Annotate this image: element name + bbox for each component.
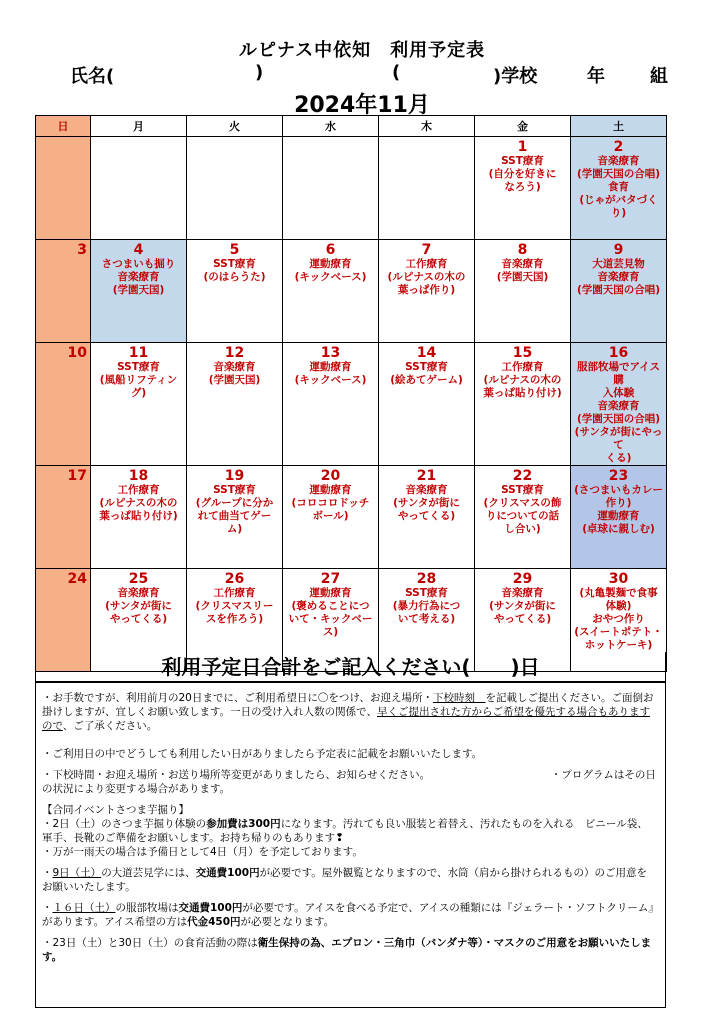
day-cell[interactable] [379, 137, 475, 240]
day-number: 18 [128, 468, 149, 484]
day-cell[interactable] [475, 466, 571, 569]
note-underlined: １６日（土） [52, 902, 116, 914]
day-events: (さつまいもカレー 作り) 運動療育 (卓球に親しむ) [574, 484, 663, 535]
day-number: 11 [128, 345, 149, 361]
note-priority-days: ・ご利用日の中でどうしても利用したい日がありましたら予定表に記載をお願いいたします。 [42, 748, 483, 760]
month-heading: 2024年11月 [294, 93, 430, 118]
day-cell[interactable] [283, 466, 379, 569]
note-text: ・2日（土）のさつま芋掘り体験の [42, 818, 207, 830]
day-number: 28 [416, 571, 437, 587]
day-events: 大道芸見物 音楽療育 (学園天国の合唱) [576, 258, 661, 296]
day-cell[interactable] [91, 466, 187, 569]
day-number: 9 [613, 242, 624, 258]
note-bold: 交通費100円 [178, 902, 243, 914]
day-number: 1 [517, 139, 528, 155]
day-cell[interactable] [91, 343, 187, 466]
day-number: 26 [224, 571, 245, 587]
week-row [36, 240, 667, 343]
day-events: SST療育 (自分を好きに なろう) [488, 155, 557, 193]
day-number: 25 [128, 571, 149, 587]
day-cell[interactable] [283, 343, 379, 466]
note-underlined: 9日（土） [52, 867, 102, 879]
weekday-sun: 日 [36, 116, 91, 137]
note-potato-fee [42, 817, 657, 845]
day-cell[interactable] [379, 343, 475, 466]
note-bold: 代金450円 [187, 916, 241, 928]
day-events: 運動療育 (コロコロドッチ ボール) [291, 484, 370, 522]
day-events: 音楽療育 (サンタが街に やってくる) [105, 587, 172, 625]
day-events: 音楽療育 (学園天国) [496, 258, 549, 283]
name-label: 氏名( [70, 66, 115, 87]
day-cell[interactable] [36, 343, 91, 466]
note-underlined: 下校時刻 [432, 692, 486, 704]
day-number: 14 [416, 345, 437, 361]
day-events: (丸亀製麺で食事 体験) おやつ作り (スイートポテト・ ホットケーキ) [574, 587, 663, 651]
day-cell[interactable] [475, 240, 571, 343]
day-number: 24 [67, 571, 87, 587]
weekday-mon: 月 [91, 116, 187, 137]
day-cell[interactable] [187, 466, 283, 569]
class-label: 組 [650, 66, 668, 87]
note-rain-date: ・万が一雨天の場合は予備日として4日（月）を予定しております。 [42, 846, 363, 858]
day-cell[interactable] [379, 240, 475, 343]
name-close: ) [255, 62, 264, 83]
day-number: 5 [229, 242, 240, 258]
note-bold: 交通費100円 [195, 867, 260, 879]
day-events: 音楽療育 (サンタが街に やってくる) [489, 587, 556, 625]
day-cell[interactable] [571, 240, 667, 343]
day-number: 23 [608, 468, 629, 484]
day-number: 8 [517, 242, 528, 258]
note-text: の服部牧場は [115, 902, 179, 914]
day-number: 19 [224, 468, 245, 484]
day-cell[interactable] [36, 137, 91, 240]
day-events: 運動療育 (褒めることにつ いて・キックベー ス) [288, 587, 373, 638]
note-text: が必要です。屋外観覧となりますので、水筒（肩から掛けられるもの）のご用意をお願いいたします。 [42, 867, 648, 893]
weekday-header-row [36, 116, 667, 137]
page-title: ルピナス中依知 利用予定表 [238, 40, 486, 61]
day-number: 2 [613, 139, 624, 155]
day-number: 4 [133, 242, 144, 258]
note-text: 、ご了承ください。 [62, 720, 158, 732]
day-events: SST療育 (グループに分か れて曲当てゲー ム) [195, 484, 274, 535]
day-events: 音楽療育 (サンタが街に やってくる) [393, 484, 460, 522]
note-ranch: ・１６日（土）の服部牧場は交通費100円が必要です。アイスを食べる予定で、アイスの種類には『ジェラート・ソフトクリーム』があります。アイス希望の方は代金450円が必要となります。 [42, 902, 654, 928]
notes-box [35, 682, 666, 1008]
day-events: 運動療育 (キックベース) [294, 258, 367, 283]
day-events: 音楽療育 (学園天国の合唱) 食育 (じゃがバタづくり) [576, 155, 661, 219]
note-submission [42, 691, 657, 733]
day-cell[interactable] [283, 240, 379, 343]
day-cell[interactable] [187, 137, 283, 240]
calendar-table [35, 115, 667, 672]
day-number: 21 [416, 468, 437, 484]
total-days-prompt[interactable]: 利用予定日合計をご記入ください( )日 [35, 652, 666, 682]
note-text: が必要です。アイスを食べる予定で、アイスの種類には『ジェラート・ソフトクリーム』があります。アイス希望の方は [42, 902, 654, 928]
weekday-wed: 水 [283, 116, 379, 137]
week-row [36, 137, 667, 240]
day-number: 12 [224, 345, 245, 361]
day-events: 工作療育 (クリスマスリー スを作ろう) [195, 587, 274, 625]
day-events: 運動療育 (キックベース) [294, 361, 367, 386]
day-events: 音楽療育 (学園天国) [208, 361, 261, 386]
day-cell[interactable] [571, 343, 667, 466]
day-number: 15 [512, 345, 533, 361]
day-events: SST療育 (絵あてゲーム) [390, 361, 463, 386]
day-events: SST療育 (暴力行為につ いて考える) [392, 587, 461, 625]
day-events: 工作療育 (ルピナスの木の 葉っぱ作り) [387, 258, 466, 296]
note-bold: 衛生保持の為、エプロン・三角巾（バンダナ等）・マスクのご用意をお願いいたします。 [42, 937, 652, 963]
day-number: 3 [77, 242, 87, 258]
day-cell[interactable] [571, 137, 667, 240]
day-events: さつまいも掘り 音楽療育 (学園天国) [101, 258, 176, 296]
day-cell[interactable] [36, 240, 91, 343]
paren-open: ( [392, 62, 401, 83]
note-street-performance: ・9日（土）の大道芸見学には、交通費100円が必要です。屋外観覧となりますので、水筒（肩から掛けられるもの）のご用意をお願いいたします。 [42, 867, 648, 893]
day-events: 服部牧場でアイス購 入体験 音楽療育 (学園天国の合唱) (サンタが街にやって くる) [574, 361, 663, 464]
note-underlined: 早くご提出された方からご希望を優先する場合もありますので [42, 706, 650, 732]
day-number: 29 [512, 571, 533, 587]
name-row [70, 62, 670, 86]
day-cell[interactable] [187, 343, 283, 466]
note-text: の大道芸見学には、 [101, 867, 196, 879]
day-number: 20 [320, 468, 341, 484]
weekday-thu: 木 [379, 116, 475, 137]
day-cell[interactable] [571, 466, 667, 569]
week-row [36, 466, 667, 569]
school-label: )学校 [493, 66, 538, 87]
day-events: SST療育 (クリスマスの飾 りについての話 し合い) [483, 484, 562, 535]
day-cell[interactable] [475, 137, 571, 240]
note-text: ・お手数ですが、利用前月の20日までに、ご利用希望日に〇をつけ、お迎え場所・ [42, 692, 433, 704]
note-text: ・23日（土）と30日（土）の食育活動の際は [42, 937, 258, 949]
weekday-fri: 金 [475, 116, 571, 137]
day-cell[interactable] [379, 466, 475, 569]
day-number: 13 [320, 345, 341, 361]
note-event-heading: 【合同イベントさつま芋掘り】 [42, 804, 189, 816]
day-events: 工作療育 (ルピナスの木の 葉っぱ貼り付け) [99, 484, 178, 522]
day-cell[interactable] [36, 466, 91, 569]
day-cell[interactable] [91, 137, 187, 240]
day-number: 6 [325, 242, 336, 258]
weekday-tue: 火 [187, 116, 283, 137]
day-number: 30 [608, 571, 629, 587]
note-text: が必要となります。 [240, 916, 335, 928]
day-number: 17 [67, 468, 87, 484]
day-events: SST療育 (風船リフティン グ) [99, 361, 178, 399]
week-row [36, 343, 667, 466]
day-events: 工作療育 (ルピナスの木の 葉っぱ貼り付け) [483, 361, 562, 399]
note-changes: ・下校時間・お迎え場所・お送り場所等変更がありましたら、お知らせください。 ・プログラムはその日の状況により変更する場合があります。 [42, 769, 656, 795]
day-number: 10 [67, 345, 87, 361]
day-number: 27 [320, 571, 341, 587]
day-events: SST療育 (のはらうた) [203, 258, 266, 283]
day-number: 16 [608, 345, 629, 361]
day-cell[interactable] [283, 137, 379, 240]
note-bold: 参加費は300円 [206, 818, 281, 830]
note-food-hygiene [42, 936, 657, 964]
year-label: 年 [587, 66, 605, 87]
note-text: を記載しご提出ください。ご面倒お掛けしますが、宜しくお願い致します。一日の受け入れ人数の関係で、 [42, 692, 654, 718]
weekday-sat: 土 [571, 116, 667, 137]
day-cell[interactable] [475, 343, 571, 466]
day-cell[interactable] [187, 240, 283, 343]
day-number: 22 [512, 468, 533, 484]
day-number: 7 [421, 242, 432, 258]
note-text: になります。汚れても良い服装と着替え、汚れたものを入れる ビニール袋、軍手、長靴のご準備をお願いします。お持ち帰りのもあります❢ [42, 818, 648, 844]
day-cell[interactable] [91, 240, 187, 343]
